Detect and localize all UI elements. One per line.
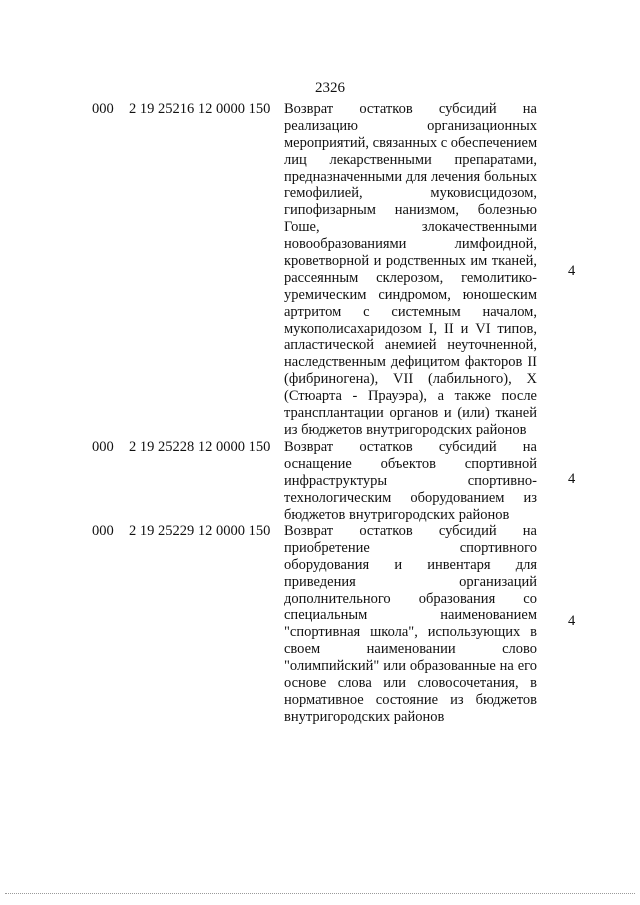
description-line: Возврат остатков субсидий на: [284, 439, 537, 455]
description-line: "олимпийский" или образованные на его: [284, 658, 537, 675]
page-number: 2326: [315, 80, 345, 96]
budget-classification-code: 2 19 25216 12 0000 150: [129, 101, 271, 117]
description-line: приведения организаций: [284, 573, 537, 590]
budget-classification-code: 2 19 25229 12 0000 150: [129, 523, 271, 539]
description-line: (Стюарта - Прауэра), а также после: [284, 388, 537, 405]
description-line: апластической анемией неуточненной,: [284, 337, 537, 354]
description-line: лиц лекарственными препаратами,: [284, 151, 537, 168]
description-line: внутригородских районов: [284, 708, 445, 725]
description-line: приобретение спортивного: [284, 539, 537, 556]
description-line: инфраструктуры спортивно-: [284, 472, 537, 489]
description-line: основе слова или словосочетания, в: [284, 675, 537, 692]
admin-code: 000: [92, 101, 114, 117]
admin-code: 000: [92, 523, 114, 539]
description-line: специальным наименованием: [284, 607, 537, 624]
description-line: реализацию организационных: [284, 117, 537, 134]
description-line: бюджетов внутригородских районов: [284, 506, 510, 523]
description-line: гемофилией, муковисцидозом,: [284, 185, 537, 202]
description-line: "спортивная школа", использующих в: [284, 624, 537, 641]
row-description: [284, 439, 537, 523]
amount-value: 4: [568, 471, 576, 487]
description-line: Возврат остатков субсидий на: [284, 101, 537, 117]
description-line: своем наименовании слово: [284, 641, 537, 658]
description-line: оснащение объектов спортивной: [284, 455, 537, 472]
description-line: гипофизарным нанизмом, болезнью: [284, 202, 537, 219]
description-line: артритом с системным началом,: [284, 303, 537, 320]
amount-value: 4: [568, 613, 576, 629]
description-line: рассеянным склерозом, гемолитико-: [284, 269, 537, 286]
page-edge-divider: [5, 893, 635, 894]
description-line: трансплантации органов и (или) тканей: [284, 405, 537, 422]
description-line: кроветворной и родственных им тканей,: [284, 253, 537, 270]
description-line: из бюджетов внутригородских районов: [284, 421, 527, 438]
description-line: технологическим оборудованием из: [284, 489, 537, 506]
row-description: [284, 101, 537, 439]
description-line: предназначенными для лечения больных: [284, 168, 537, 185]
amount-value: 4: [568, 263, 576, 279]
description-line: наследственным дефицитом факторов II: [284, 354, 537, 371]
admin-code: 000: [92, 439, 114, 455]
description-line: Гоше, злокачественными: [284, 219, 537, 236]
description-line: мукополисахаридозом I, II и VI типов,: [284, 320, 537, 337]
description-line: оборудования и инвентаря для: [284, 556, 537, 573]
budget-classification-code: 2 19 25228 12 0000 150: [129, 439, 271, 455]
description-line: нормативное состояние из бюджетов: [284, 691, 537, 708]
description-line: Возврат остатков субсидий на: [284, 523, 537, 539]
description-line: новообразованиями лимфоидной,: [284, 236, 537, 253]
row-description: [284, 523, 537, 726]
description-line: уремическим синдромом, юношеским: [284, 286, 537, 303]
description-line: (фибриногена), VII (лабильного), X: [284, 371, 537, 388]
description-line: дополнительного образования со: [284, 590, 537, 607]
description-line: мероприятий, связанных с обеспечением: [284, 134, 538, 151]
